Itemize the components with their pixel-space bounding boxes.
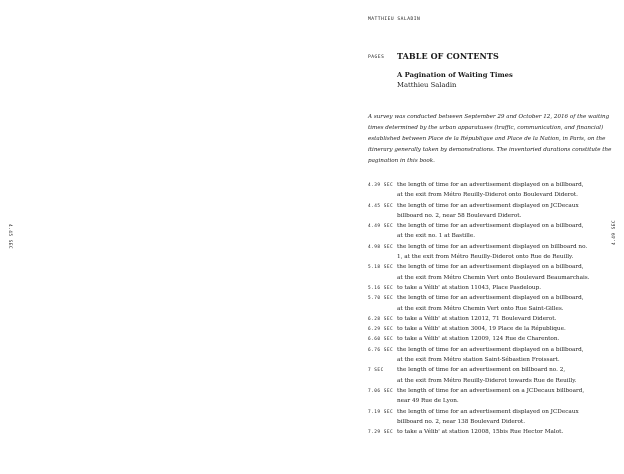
entry-description: the length of time for an advertisement on a JCDecaux billboard, near 49 Rue de Lyon. xyxy=(397,387,585,405)
entry-time: 6.60 SEC xyxy=(368,337,394,343)
entry-description: the length of time for an advertisement displayed on a billboard, at the exit from Métro Chemin Vert onto Rue Saint-Gilles. xyxy=(397,295,584,312)
entry-time: 4.39 SEC xyxy=(368,183,394,188)
toc-entry xyxy=(368,283,618,293)
toc-entry xyxy=(368,201,618,222)
entry-description: the length of time for an advertisement displayed on a billboard, at the exit no. 1 at Bastille. xyxy=(397,223,584,240)
entry-description: the length of time for an advertisement displayed on a billboard, at the exit from Métro station Saint-Sébastien Froissart. xyxy=(397,346,584,364)
toc-entry xyxy=(368,427,618,437)
toc-entry xyxy=(368,262,618,283)
entry-time: 6.28 SEC xyxy=(368,316,394,322)
entry-description: the length of time for an advertisement displayed on billboard no. 1, at the exit from Métro Reuilly-Diderot onto Rue de Reuilly. xyxy=(397,243,588,261)
entry-time: 7.19 SEC xyxy=(368,409,394,415)
toc-title: TABLE OF CONTENTS xyxy=(397,51,499,61)
toc-entry xyxy=(368,407,618,428)
entry-time: 5.16 SEC xyxy=(368,285,394,291)
right-page-number: 4.49 SEC xyxy=(612,219,617,245)
left-page-number: 4.45 SEC xyxy=(7,224,12,250)
entry-description: the length of time for an advertisement displayed on JCDecaux billboard no. 2, near 138 Boulevard Diderot. xyxy=(397,408,579,425)
entry-description: the length of time for an advertisement displayed on JCDecaux billboard no. 2, near 58 Boulevard Diderot. xyxy=(397,202,579,219)
running-header-author: MATTHIEU SALADIN xyxy=(368,17,421,22)
entry-time: 6.76 SEC xyxy=(368,347,394,353)
entry-description: the length of time for an advertisement displayed on a billboard, at the exit from Métro Reuilly-Diderot onto Boulevard Diderot. xyxy=(397,182,584,199)
book-title: A Pagination of Waiting Times xyxy=(397,71,513,79)
entry-time: 7.06 SEC xyxy=(368,388,394,394)
entry-description: to take a Vélib' at station 3004, 19 Place de la République. xyxy=(397,326,566,333)
entry-time: 5.70 SEC xyxy=(368,296,394,302)
entry-time: 7 SEC xyxy=(368,368,384,374)
entry-time: 4.98 SEC xyxy=(368,244,394,250)
entry-description: the length of time for an advertisement on billboard no. 2, at the exit from Métro Reuilly-Diderot towards Rue de Reuilly. xyxy=(397,367,577,384)
toc-entries-list xyxy=(368,180,618,437)
entry-time: 4.45 SEC xyxy=(368,203,394,209)
toc-entry xyxy=(368,221,618,242)
toc-entry xyxy=(368,324,618,334)
toc-entry xyxy=(368,242,618,263)
entry-description: to take a Vélib' at station 12009, 124 Rue de Charenton. xyxy=(397,336,560,343)
entry-description: to take a Vélib' at station 12012, 71 Boulevard Diderot. xyxy=(397,315,557,322)
entry-time: 7.29 SEC xyxy=(368,430,394,436)
toc-entry xyxy=(368,293,618,314)
toc-entry xyxy=(368,345,618,366)
entry-time: 6.29 SEC xyxy=(368,327,394,333)
toc-entry xyxy=(368,334,618,344)
toc-entry xyxy=(368,314,618,324)
entry-description: to take a Vélib' at station 12008, 15bis Rue Hector Malot. xyxy=(397,429,564,436)
entry-time: 4.49 SEC xyxy=(368,224,394,230)
entry-description: to take a Vélib' at station 11043, Place Pasdeloup. xyxy=(397,284,542,291)
book-author: Matthieu Saladin xyxy=(397,81,457,89)
toc-entry xyxy=(368,365,618,386)
toc-entry xyxy=(368,180,618,201)
entry-time: 5.18 SEC xyxy=(368,265,394,271)
intro-paragraph: A survey was conducted between September 29 and October 12, 2016 of the waiting times determined by the urban apparatuses (traffic, communication, and financial) established between Place de la République and Place de la Nation, in Paris, on the itinerary generally taken by demonstrations. The inventoried durations constitute the pagination in this book. xyxy=(368,114,612,164)
pages-label: PAGES xyxy=(368,55,385,60)
toc-entry xyxy=(368,386,618,407)
entry-description: the length of time for an advertisement displayed on a billboard, at the exit from Métro Chemin Vert onto Boulevard Beaumarchais. xyxy=(397,264,590,281)
